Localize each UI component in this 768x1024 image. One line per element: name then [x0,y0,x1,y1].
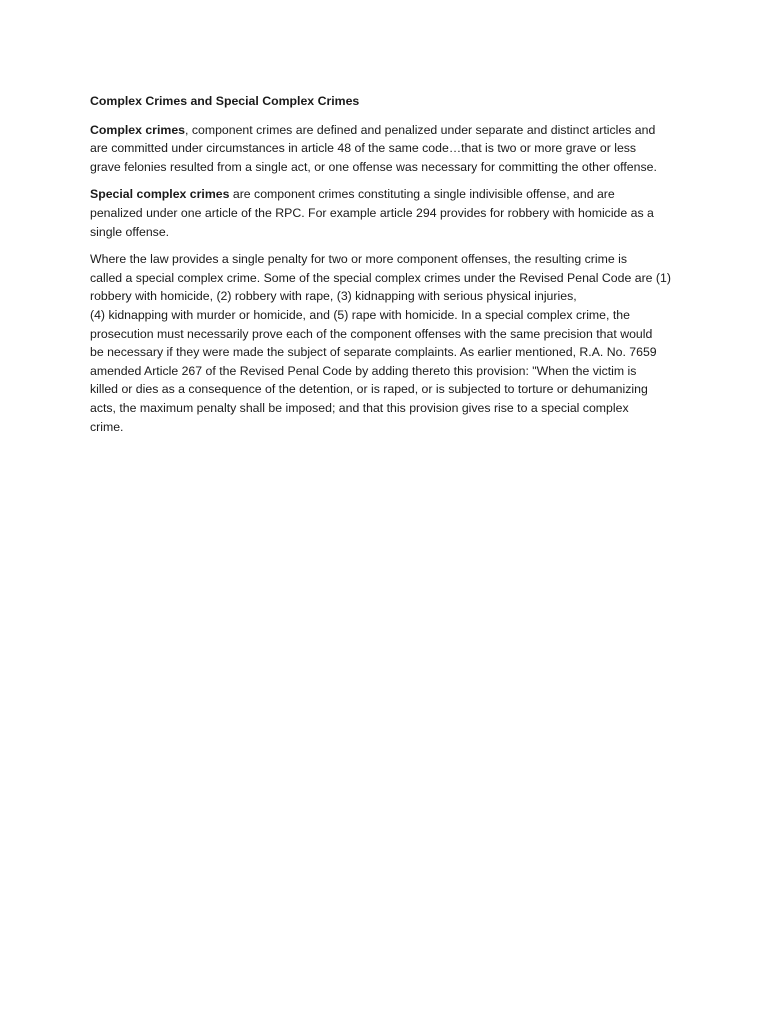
paragraph-special-complex-explanation [90,250,686,436]
term-special-complex-crimes: Special complex crimes [90,187,230,202]
paragraph-line: called a special complex crime. Some of the special complex crimes under the Revised Penal Code are (1) [90,270,671,285]
paragraph-line: are committed under circumstances in article 48 of the same code…that is two or more grave or less [90,141,637,156]
paragraph-line: (4) kidnapping with murder or homicide, and (5) rape with homicide. In a special complex crime, the [90,307,630,322]
paragraph-line: amended Article 267 of the Revised Penal Code by adding thereto this provision: "When the victim is [90,363,637,378]
paragraph-text: , component crimes are defined and penalized under separate and distinct articles and [185,122,656,137]
paragraph-special-complex-crimes [90,185,686,241]
paragraph-line: Where the law provides a single penalty for two or more component offenses, the resulting crime is [90,252,627,267]
paragraph-line: prosecution must necessarily prove each of the component offenses with the same precision that would [90,326,653,341]
paragraph-line: be necessary if they were made the subject of separate complaints. As earlier mentioned, R.A. No. 7659 [90,345,657,360]
term-complex-crimes: Complex crimes [90,122,186,137]
paragraph-line [90,121,686,140]
paragraph-text: are component crimes constituting a single indivisible offense, and are [229,187,615,202]
paragraph-line: single offense. [90,224,170,239]
document-page [90,92,686,445]
document-title: Complex Crimes and Special Complex Crimes [90,94,360,108]
paragraph-line: killed or dies as a consequence of the detention, or is raped, or is subjected to torture or dehumanizing [90,382,648,397]
paragraph-complex-crimes [90,121,686,177]
paragraph-line: crime. [90,419,124,434]
paragraph-line: robbery with homicide, (2) robbery with rape, (3) kidnapping with serious physical injuries, [90,289,577,304]
paragraph-line: penalized under one article of the RPC. For example article 294 provides for robbery with homicide as a [90,205,654,220]
paragraph-line: grave felonies resulted from a single act, or one offense was necessary for committing the other offense. [90,159,657,174]
paragraph-line: acts, the maximum penalty shall be imposed; and that this provision gives rise to a special complex [90,400,629,415]
paragraph-line [90,185,686,204]
